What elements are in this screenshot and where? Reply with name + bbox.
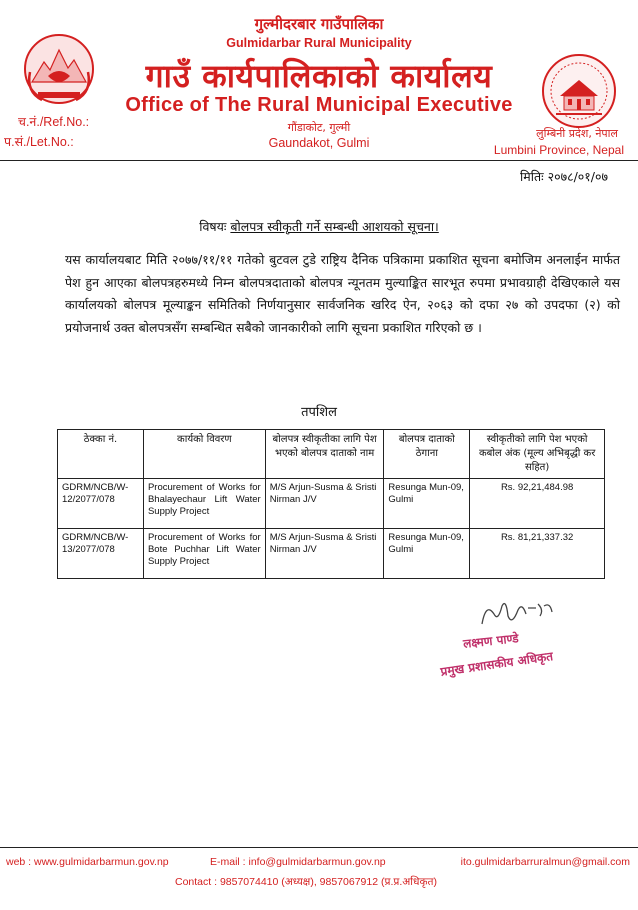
footer-divider — [0, 847, 638, 848]
signatory-title: प्रमुख प्रशासकीय अधिकृत — [439, 649, 554, 679]
bidder-name-cell: M/S Arjun-Susma & Sristi Nirman J/V — [265, 529, 384, 579]
contract-no-cell: GDRM/NCB/W-13/2077/078 — [58, 529, 144, 579]
table-title: तपशिल — [301, 405, 337, 420]
bidder-name-cell: M/S Arjun-Susma & Sristi Nirman J/V — [265, 479, 384, 529]
office-title-en: Office of The Rural Municipal Executive — [125, 94, 513, 116]
bidder-address-cell: Resunga Mun-09, Gulmi — [384, 529, 470, 579]
letter-date: मितिः २०७८/०१/०७ — [520, 169, 608, 184]
bid-amount-cell: Rs. 81,21,337.32 — [470, 529, 605, 579]
subject-line — [0, 218, 638, 235]
subject-text: बोलपत्र स्वीकृती गर्ने सम्बन्धी आशयको सूचना। — [230, 219, 439, 234]
signatory-name: लक्ष्मण पाण्डे — [462, 631, 520, 651]
contract-no-cell: GDRM/NCB/W-12/2077/078 — [58, 479, 144, 529]
province-np: लुम्बिनी प्रदेश, नेपाल — [536, 127, 618, 140]
notice-body: यस कार्यालयबाट मिति २०७७/११/११ गतेको बुटवल टुडे राष्ट्रिय दैनिक पत्रिकामा प्रकाशित सूचना बमोजिम अनलाईन मार्फत पेश हुन आएका बोलपत्रहरुमध्ये निम्न बोलपत्रदाताको बोलपत्र न्यूनतम मुल्याङ्कित सारभूत रुपमा प्रभावग्राही देखिएकाले यस कार्यालयको बोलपत्र मूल्याङ्कन समितिको निर्णयानुसार सार्वजनिक खरिद ऐन, २०६३ को दफा २७ को उपदफा (२) को प्रयोजनार्थ उक्त बोलपत्रसँग सम्बन्धित सबैको जानकारीको लागि सूचना प्रकाशित गरिएको छ । — [65, 252, 620, 335]
bidder-address-cell: Resunga Mun-09, Gulmi — [384, 479, 470, 529]
col-work-description: कार्यको विवरण — [143, 430, 265, 479]
col-bidder-address: बोलपत्र दाताको ठेगाना — [384, 430, 470, 479]
work-description-cell: Procurement of Works for Bote Puchhar Lift Water Supply Project — [143, 529, 265, 579]
header-divider — [0, 160, 638, 161]
office-title-np: गाउँ कार्यपालिकाको कार्यालय — [145, 57, 493, 95]
col-contract-no: ठेक्का नं. — [58, 430, 144, 479]
letter-number-label: प.सं./Let.No.: — [4, 135, 74, 149]
footer-email: E-mail : info@gulmidarbarmun.gov.np — [210, 856, 386, 868]
col-bid-amount: स्वीकृतीको लागि पेश भएको कबोल अंक (मूल्य अभिबृद्धी कर सहित) — [470, 430, 605, 479]
municipality-name-en: Gulmidarbar Rural Municipality — [226, 36, 412, 50]
col-bidder-name: बोलपत्र स्वीकृतीका लागि पेश भएको बोलपत्र दाताको नाम — [265, 430, 384, 479]
ref-number-label: च.नं./Ref.No.: — [18, 115, 90, 129]
province-en: Lumbini Province, Nepal — [493, 143, 624, 157]
address-en: Gaundakot, Gulmi — [268, 136, 370, 150]
table-row — [58, 479, 605, 529]
footer-website: web : www.gulmidarbarmun.gov.np — [6, 856, 169, 868]
work-description-cell: Procurement of Works for Bhalayechaur Lift Water Supply Project — [143, 479, 265, 529]
address-np: गौंडाकोट, गुल्मी — [287, 121, 351, 134]
bid-table — [57, 429, 605, 579]
bid-amount-cell: Rs. 92,21,484.98 — [470, 479, 605, 529]
footer-email-2: ito.gulmidarbarruralmun@gmail.com — [460, 856, 630, 868]
subject-label: विषयः — [199, 219, 227, 234]
municipality-name-np: गुल्मीदरबार गाउँपालिका — [254, 15, 384, 33]
table-row — [58, 529, 605, 579]
footer-contact: Contact : 9857074410 (अध्यक्ष), 9857067912 (प्र.प्र.अधिकृत) — [175, 876, 438, 888]
table-header-row — [58, 430, 605, 479]
handwritten-signature — [478, 596, 558, 632]
